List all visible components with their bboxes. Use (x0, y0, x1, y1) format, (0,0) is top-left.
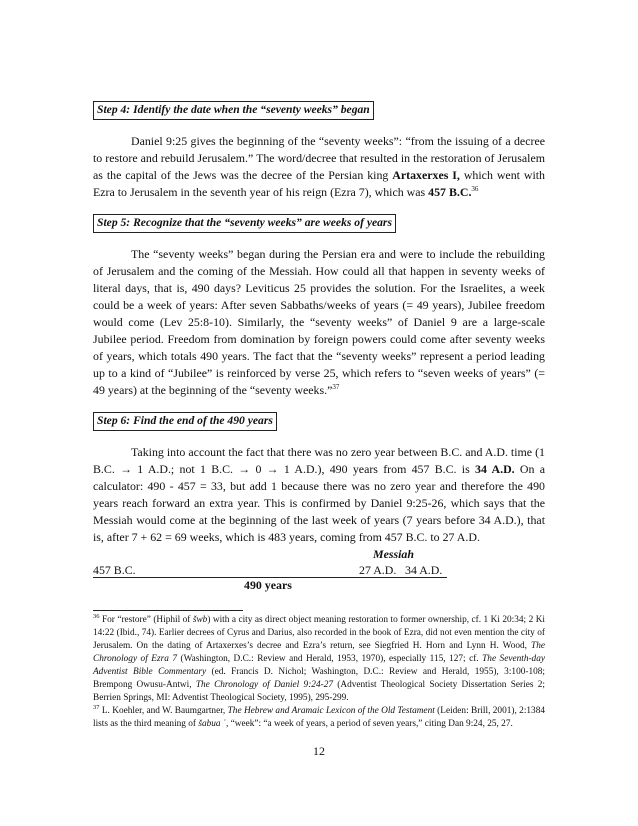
footnote-36-text-b: ) with a city as direct object meaning restoration to former ownership, cf. 1 Ki 20:34; 2 Ki 14:22 (Ibid., 74). Earlier decrees of Cyrus and Darius, also recorded in the book of Ezra, did not even mention the city of Jerusalem. On the dating of Artaxerxes’s decree and Ezra’s return, see Siegfried H. Horn and Lynn H. Wood, (93, 615, 545, 651)
step4-text: Daniel 9:25 gives the beginning of the “seventy weeks”: “from the issuing of a decree to restore and rebuild Jerusalem.” The word/decree that resulted in the restoration of Jerusalem as the capital of the Jews was the decree of the Persian king (93, 134, 545, 182)
step6-section (93, 411, 545, 546)
footnote-36-text-d: (ed. Francis D. Nichol; Washington, D.C.: Review and Herald, 1955), 3:100-108; Brempong Owusu-Antwi, (93, 667, 545, 690)
step4-paragraph (93, 133, 545, 201)
timeline (93, 547, 545, 596)
artaxerxes-bold: Artaxerxes I, (392, 168, 460, 182)
step4-heading: Step 4: Identify the date when the “seventy weeks” began (93, 101, 374, 120)
step6-paragraph (93, 444, 545, 546)
step5-section (93, 213, 545, 399)
footnote-36-number: 36 (93, 612, 100, 620)
footnote-37-text: L. Koehler, and W. Baumgartner, (99, 706, 228, 716)
footnote-37 (93, 705, 545, 731)
footnote-37-text-c: , “week”: “a week of years, a period of seven years,” citing Dan 9:24, 25, 27. (226, 719, 513, 729)
footnotes (93, 614, 545, 731)
footnote-ref-37[interactable]: 37 (332, 383, 340, 392)
page-body (93, 100, 545, 596)
step5-text: The “seventy weeks” began during the Persian era and were to include the rebuilding of Jerusalem and the coming of the Messiah. How could all that happen in seventy weeks of literal days, that is, 490 days? Leviticus 25 provides the solution. For the Israelites, a week could be a week of years: After seven Sabbaths/weeks of years (= 49 years), Jubilee freedom would come (Lev 25:8-10). Similarly, the “seventy weeks” of Daniel 9 are a large-scale Jubilee period. Freedom from domination by foreign powers could come after seventy weeks of years, which totals 490 years. The fact that the “seventy weeks” represent a period leading up to a kind of “Jubilee” is reinforced by verse 25, which refers to “seven weeks of years” (= 49 years) at the beginning of the “seventy weeks.” (93, 247, 545, 397)
date-34ad-bold: 34 A.D. (475, 462, 515, 476)
timeline-start-label: 457 B.C. (93, 563, 136, 577)
footnote-36-title-commentary: The Seventh-day Adventist Bible Commentary (93, 654, 545, 677)
footnote-37-text-b: (Leiden: Brill, 2001), 2:1384 lists as the third meaning of (93, 706, 545, 729)
step5-paragraph (93, 246, 545, 399)
timeline-27ad-label: 27 A.D. (359, 563, 397, 577)
step6-heading: Step 6: Find the end of the 490 years (93, 412, 277, 431)
timeline-messiah-label: Messiah (373, 547, 414, 561)
step6-text-a: Taking into account the fact that there was no zero year between B.C. and A.D. time (1 B.C. → 1 A.D.; not 1 B.C. → 0 → 1 A.D.), 490 years from 457 B.C. is (93, 445, 545, 476)
step6-text-b: On a calculator: 490 - 457 = 33, but add 1 because there was no zero year and therefore the 490 years reach forward an extra year. This is confirmed by Daniel 9:25-26, which says that the Messiah would come at the beginning of the last week of years (7 years before 34 A.D.), that is, after 7 + 62 = 69 weeks, which is 483 years, coming from 457 B.C. to 27 A.D. (93, 462, 546, 544)
footnote-ref-36[interactable]: 36 (471, 185, 479, 194)
footnote-37-title-lexicon: The Hebrew and Aramaic Lexicon of the Old Testament (227, 706, 435, 716)
page-number: 12 (313, 744, 325, 758)
step4-section (93, 100, 545, 201)
footnote-37-number: 37 (93, 703, 100, 711)
step4-text-after: which went with Ezra to Jerusalem in the seventh year of his reign (Ezra 7), which was (93, 168, 545, 199)
footnote-37-hebrew: šabua ʿ (198, 719, 226, 729)
footnote-36-text: For “restore” (Hiphil of (99, 615, 193, 625)
footnote-divider (93, 610, 243, 611)
footnote-36-title-daniel: The Chronology of Daniel 9:24-27 (195, 680, 333, 690)
footnote-36-hebrew: šwb (192, 615, 208, 625)
footnote-36-title-ezra: The Chronology of Ezra 7 (93, 641, 545, 664)
footnote-36 (93, 614, 545, 705)
timeline-span-label: 490 years (244, 578, 292, 592)
footnote-36-text-e: (Adventist Theological Society Dissertation Series 2; Berrien Springs, MI: Adventist Theological Society, 1995), 295-299. (93, 680, 545, 703)
date-457bc-bold: 457 B.C. (428, 185, 472, 199)
timeline-34ad-label: 34 A.D. (405, 563, 443, 577)
step5-heading: Step 5: Recognize that the “seventy weeks” are weeks of years (93, 214, 396, 233)
footnote-36-text-c: (Washington, D.C.: Review and Herald, 1953, 1970), especially 115, 127; cf. (176, 654, 483, 664)
